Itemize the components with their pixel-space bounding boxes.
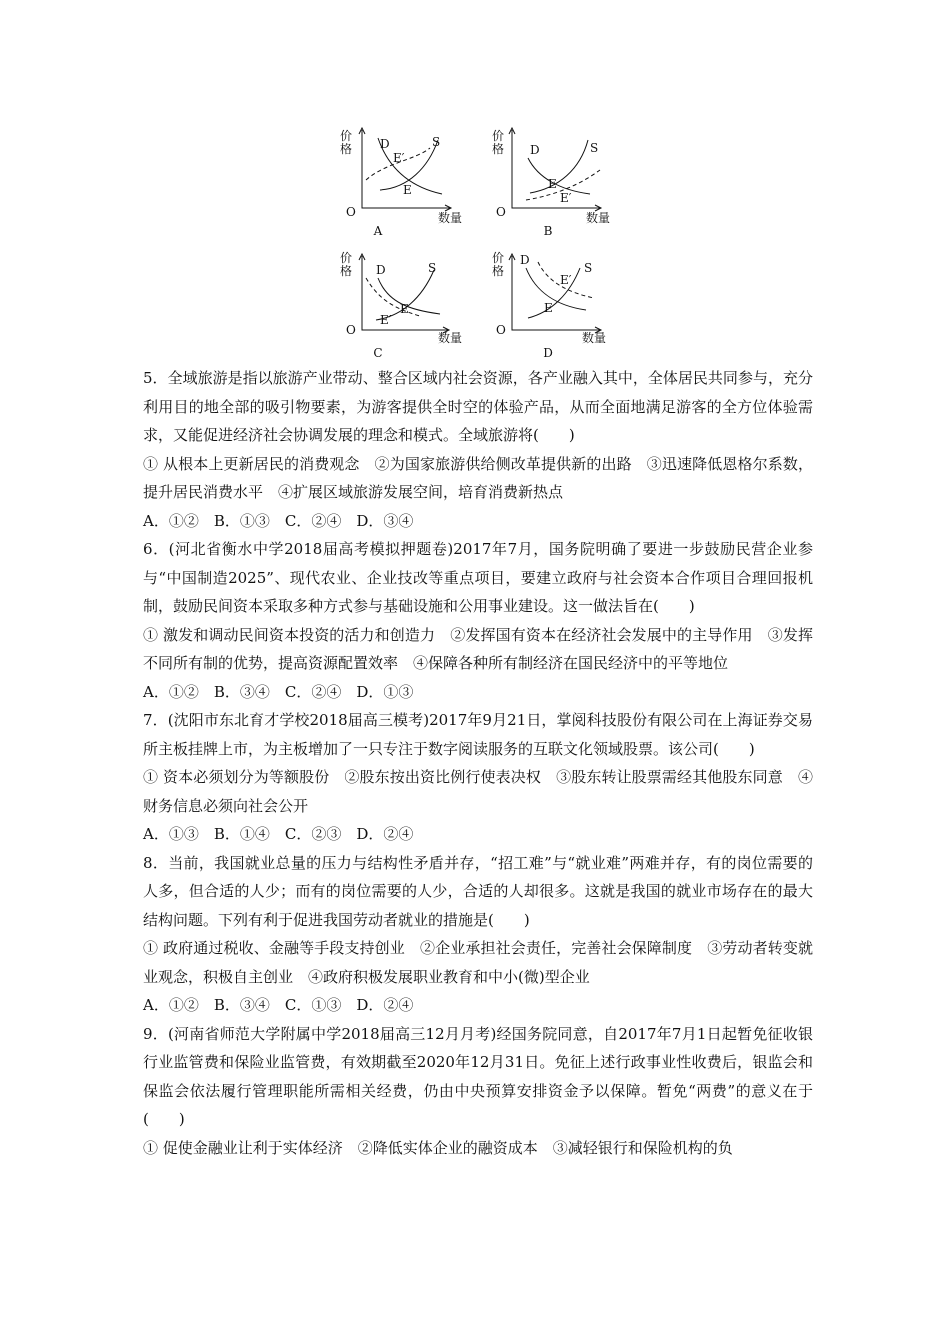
question-items: ① 资本必须划分为等额股份 ②股东按出资比例行使表决权 ③股东转让股票需经其他股东同意 ④财务信息必须向社会公开 (143, 768, 813, 815)
question-9 (143, 1020, 813, 1163)
graph-a-e2-label: E′ (393, 151, 405, 165)
question-5 (143, 364, 813, 535)
graph-c-qty-label: 数量 (438, 331, 463, 345)
graph-d-s-label: S (584, 261, 593, 275)
question-6 (143, 535, 813, 706)
question-items: ① 激发和调动民间资本投资的活力和创造力 ②发挥国有资本在经济社会发展中的主导作用 ③发挥不同所有制的优势，提高资源配置效率 ④保障各种所有制经济在国民经济中的平等地位 (143, 625, 813, 672)
graph-a-d-label: D (380, 137, 390, 151)
graph-c-e-label: E (400, 302, 409, 316)
graph-b-caption: B (543, 224, 553, 238)
graph-d-e-label: E (544, 301, 553, 315)
question-stem: 7．(沈阳市东北育才学校2018届高三模考)2017年9月21日，掌阅科技股份有限公司在上海证券交易所主板挂牌上市，为主板增加了一只专注于数字阅读服务的互联文化领域股票。该公司( ) (143, 711, 813, 758)
graph-c-price-label: 价格 (340, 251, 353, 278)
graph-a-e-label: E (403, 183, 412, 197)
graph-c-s-label: S (428, 261, 437, 275)
question-7 (143, 706, 813, 849)
graph-c-d-label: D (376, 263, 386, 277)
graph-d-e2-label: E′ (560, 273, 572, 287)
question-options: A．①② B．③④ C．①③ D．②④ (143, 996, 414, 1014)
question-stem: 5．全域旅游是指以旅游产业带动、整合区域内社会资源，各产业融入其中，全体居民共同参与，充分利用目的地全部的吸引物要素，为游客提供全时空的体验产品，从而全面地满足游客的全方位体验需求，又能促进经济社会协调发展的理念和模式。全域旅游将( ) (143, 369, 813, 444)
question-options: A．①② B．①③ C．②④ D．③④ (143, 511, 414, 530)
question-8 (143, 849, 813, 1020)
question-stem: 9．(河南省师范大学附属中学2018届高三12月月考)经国务院同意，自2017年7月1日起暂免征收银行业监管费和保险业监管费，有效期截至2020年12月31日。免征上述行政事业性收费后，银监会和保监会依法履行管理职能所需相关经费，仍由中央预算安排资金予以保障。暂免“两费”的意义在于( ) (143, 1024, 813, 1128)
graph-a-origin-label: O (346, 205, 356, 219)
graph-c-origin-label: O (346, 323, 356, 337)
graph-d-origin-label: O (496, 323, 506, 337)
question-options: A．①③ B．①④ C．②③ D．②④ (143, 825, 414, 843)
graph-d-d-label: D (520, 253, 530, 267)
graph-b (490, 118, 625, 236)
question-items: ① 从根本上更新居民的消费观念 ②为国家旅游供给侧改革提供新的出路 ③迅速降低恩格尔系数，提升居民消费水平 ④扩展区域旅游发展空间，培育消费新热点 (143, 454, 813, 501)
graph-d-price-label: 价格 (492, 251, 505, 278)
graph-b-e-label: E (548, 177, 557, 191)
graph-b-e2-label: E′ (560, 191, 572, 205)
graph-a-s-label: S (432, 135, 441, 149)
graph-c-e2-label: E′ (380, 313, 392, 327)
question-stem: 8．当前，我国就业总量的压力与结构性矛盾并存，“招工难”与“就业难”两难并存，有的岗位需要的人多，但合适的人少；而有的岗位需要的人少，合适的人却很多。这就是我国的就业市场存在的最大结构问题。下列有利于促进我国劳动者就业的措施是( ) (143, 853, 813, 929)
graph-b-s-label: S (590, 141, 599, 155)
question-list (143, 364, 813, 1162)
graph-b-origin-label: O (496, 205, 506, 219)
graph-c (330, 248, 465, 366)
graph-a (330, 118, 465, 236)
question-stem: 6．(河北省衡水中学2018届高考模拟押题卷)2017年7月，国务院明确了要进一步鼓励民营企业参与“中国制造2025”、现代农业、企业技改等重点项目，要建立政府与社会资本合作项目合理回报机制，鼓励民间资本采取多种方式参与基础设施和公用事业建设。这一做法旨在( ) (143, 540, 813, 615)
graph-d (490, 248, 625, 366)
question-options: A．①② B．③④ C．②④ D．①③ (143, 682, 414, 701)
graph-a-qty-label: 数量 (438, 211, 463, 225)
graph-b-d-label: D (530, 143, 540, 157)
graph-d-caption: D (543, 346, 553, 360)
graph-a-caption: A (373, 224, 383, 238)
graph-b-qty-label: 数量 (586, 211, 611, 225)
question-items: ① 政府通过税收、金融等手段支持创业 ②企业承担社会责任，完善社会保障制度 ③劳动者转变就业观念，积极自主创业 ④政府积极发展职业教育和中小(微)型企业 (143, 939, 813, 986)
supply-demand-graphs (330, 118, 620, 363)
graph-c-caption: C (373, 346, 383, 360)
graph-a-price-label: 价格 (340, 129, 353, 156)
graph-d-qty-label: 数量 (582, 331, 607, 345)
graph-b-price-label: 价格 (492, 129, 505, 156)
question-items: ① 促使金融业让利于实体经济 ②降低实体企业的融资成本 ③减轻银行和保险机构的负 (143, 1138, 733, 1157)
